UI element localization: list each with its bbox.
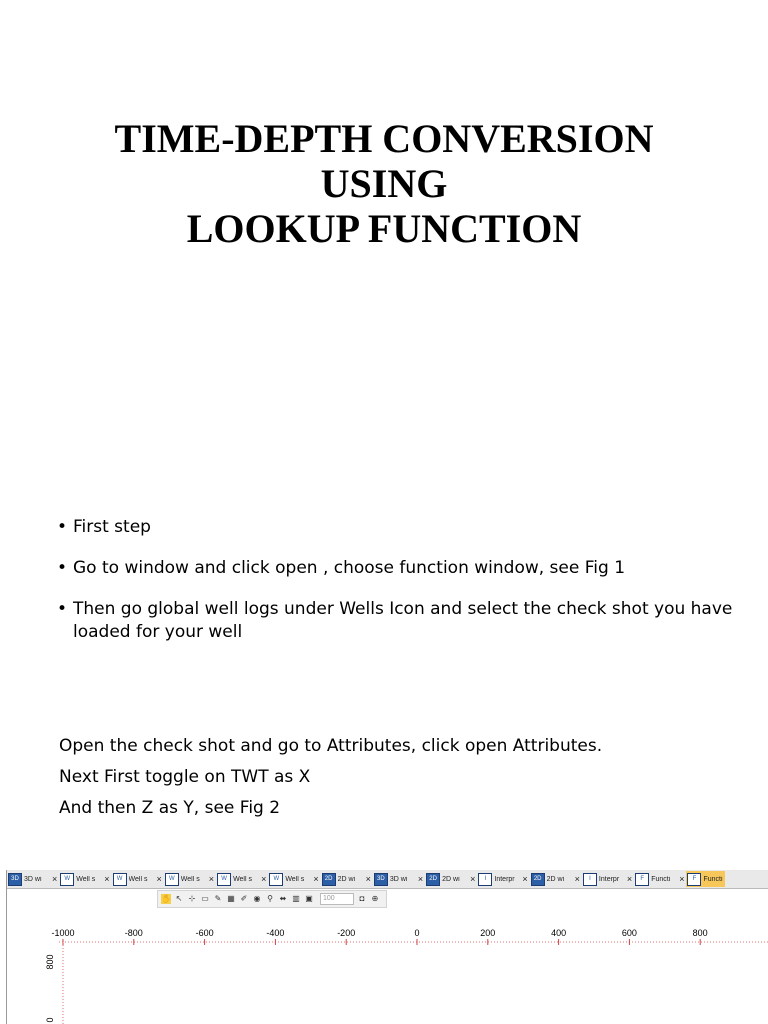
x-tick-label: 800 bbox=[692, 928, 708, 938]
window-tab-label: 2D wi bbox=[337, 875, 356, 883]
bullet-marker: • bbox=[57, 599, 68, 619]
window-tab-label: 2D wi bbox=[442, 875, 460, 883]
title-line-2: USING bbox=[320, 161, 448, 206]
window-type-icon: 2D bbox=[322, 873, 336, 886]
close-icon[interactable]: × bbox=[208, 874, 215, 884]
window-type-icon: 3D bbox=[8, 873, 22, 886]
window-tab-label: 2D wi bbox=[546, 875, 565, 883]
window-type-icon: F bbox=[687, 873, 701, 886]
x-tick-label: -1000 bbox=[51, 928, 75, 938]
window-tab[interactable] bbox=[477, 871, 527, 887]
x-tick-label: -200 bbox=[337, 928, 356, 938]
window-tab[interactable] bbox=[7, 871, 57, 887]
fit-icon[interactable]: ⬌ bbox=[279, 894, 287, 903]
window-type-icon: W bbox=[165, 873, 179, 886]
ruler-icon[interactable]: ▭ bbox=[201, 894, 209, 903]
eye-icon[interactable]: ◉ bbox=[253, 894, 261, 903]
bullet-text: Then go global well logs under Wells Icon and select the check shot you have loaded for your well bbox=[73, 599, 733, 642]
close-icon[interactable]: × bbox=[52, 874, 58, 884]
x-tick-label: 0 bbox=[414, 928, 420, 938]
close-icon[interactable]: × bbox=[417, 874, 424, 884]
window-type-icon: I bbox=[478, 873, 492, 886]
function-plot bbox=[7, 910, 768, 1024]
bullet-marker: • bbox=[57, 558, 68, 578]
window-type-icon: W bbox=[113, 873, 127, 886]
plot-axes bbox=[7, 910, 768, 1024]
bullet-text: First step bbox=[73, 517, 151, 537]
window-tab-label: 3D wi bbox=[24, 875, 42, 883]
close-icon[interactable]: × bbox=[156, 874, 162, 884]
bullet-marker: • bbox=[57, 517, 68, 537]
window-tab[interactable] bbox=[425, 871, 475, 887]
window-type-icon: 2D bbox=[531, 873, 545, 886]
x-tick-label: -600 bbox=[195, 928, 214, 938]
window-tab[interactable] bbox=[59, 871, 109, 887]
camera-icon[interactable]: ◘ bbox=[359, 894, 365, 903]
close-icon[interactable]: × bbox=[104, 874, 110, 884]
y-tick-label: 800 bbox=[45, 954, 55, 970]
pin-icon[interactable]: ⊕ bbox=[371, 894, 379, 903]
window-tab[interactable] bbox=[112, 871, 162, 887]
window-tab[interactable] bbox=[373, 871, 423, 887]
close-icon[interactable]: × bbox=[313, 874, 319, 884]
window-type-icon: 3D bbox=[374, 873, 388, 886]
x-tick-label: -800 bbox=[124, 928, 143, 938]
x-tick-label: -400 bbox=[266, 928, 285, 938]
window-tab-label: Interpr bbox=[494, 875, 515, 883]
close-icon[interactable]: × bbox=[522, 874, 528, 884]
window-tab-label: Functi bbox=[651, 875, 671, 883]
instruction-line: And then Z as Y, see Fig 2 bbox=[59, 798, 281, 818]
x-tick-label: 200 bbox=[480, 928, 496, 938]
close-icon[interactable]: × bbox=[679, 874, 685, 884]
close-icon[interactable]: × bbox=[261, 874, 267, 884]
close-icon[interactable]: × bbox=[626, 874, 633, 884]
window-tab-label: Interpr bbox=[598, 875, 620, 883]
window-type-icon: W bbox=[217, 873, 231, 886]
histogram-icon[interactable]: ▥ bbox=[292, 894, 300, 903]
y-tick-label: 0 bbox=[45, 1017, 55, 1023]
window-type-icon: W bbox=[60, 873, 74, 886]
window-tab-label: Well s bbox=[233, 875, 252, 883]
window-tab-label: Well s bbox=[128, 875, 148, 883]
window-type-icon: I bbox=[583, 873, 597, 886]
grid-icon[interactable]: ▦ bbox=[227, 894, 235, 903]
edit-icon[interactable]: ✐ bbox=[240, 894, 248, 903]
window-type-icon: F bbox=[635, 873, 649, 886]
window-tab[interactable] bbox=[686, 871, 725, 887]
slide-title bbox=[0, 116, 768, 251]
window-tab[interactable] bbox=[321, 871, 371, 887]
window-tab[interactable] bbox=[582, 871, 632, 887]
window-tab-bar bbox=[7, 870, 768, 889]
title-line-3: LOOKUP FUNCTION bbox=[186, 206, 582, 251]
window-type-icon: W bbox=[269, 873, 283, 886]
x-tick-label: 400 bbox=[551, 928, 567, 938]
hand-icon[interactable]: ✋ bbox=[161, 894, 171, 903]
window-tab[interactable] bbox=[164, 871, 214, 887]
close-icon[interactable]: × bbox=[470, 874, 476, 884]
function-window-screenshot bbox=[6, 870, 768, 1024]
close-icon[interactable]: × bbox=[574, 874, 580, 884]
bullet-text: Go to window and click open , choose function window, see Fig 1 bbox=[73, 558, 626, 578]
bullet-item bbox=[56, 598, 736, 644]
window-tab-label: 3D wi bbox=[389, 875, 408, 883]
window-type-icon: 2D bbox=[426, 873, 440, 886]
title-line-1: TIME-DEPTH CONVERSION bbox=[114, 116, 654, 161]
bullet-item bbox=[56, 557, 736, 580]
window-tab-label: Well s bbox=[180, 875, 200, 883]
bullet-item bbox=[56, 516, 736, 539]
zoom-icon[interactable]: ⚲ bbox=[267, 894, 273, 903]
window-tab-label: Well s bbox=[76, 875, 96, 883]
instruction-line: Next First toggle on TWT as X bbox=[59, 767, 311, 787]
zoom-field[interactable]: 100 bbox=[320, 893, 354, 905]
window-tab-label: Well s bbox=[285, 875, 305, 883]
instruction-line: Open the check shot and go to Attributes, click open Attributes. bbox=[59, 736, 603, 756]
window-tab[interactable] bbox=[268, 871, 318, 887]
color-icon[interactable]: ▣ bbox=[305, 894, 313, 903]
function-window-toolbar bbox=[157, 890, 387, 908]
instruction-paragraph bbox=[59, 731, 739, 824]
window-tab-label: Functi bbox=[703, 875, 723, 883]
pointer-icon[interactable]: ↖ bbox=[175, 894, 183, 903]
window-tab[interactable] bbox=[216, 871, 266, 887]
window-tab[interactable] bbox=[530, 871, 580, 887]
x-tick-label: 600 bbox=[621, 928, 637, 938]
close-icon[interactable]: × bbox=[365, 874, 371, 884]
draw-icon[interactable]: ✎ bbox=[214, 894, 222, 903]
window-tab[interactable] bbox=[634, 871, 684, 887]
pick-icon[interactable]: ⊹ bbox=[188, 894, 196, 903]
bullet-list bbox=[56, 516, 736, 662]
